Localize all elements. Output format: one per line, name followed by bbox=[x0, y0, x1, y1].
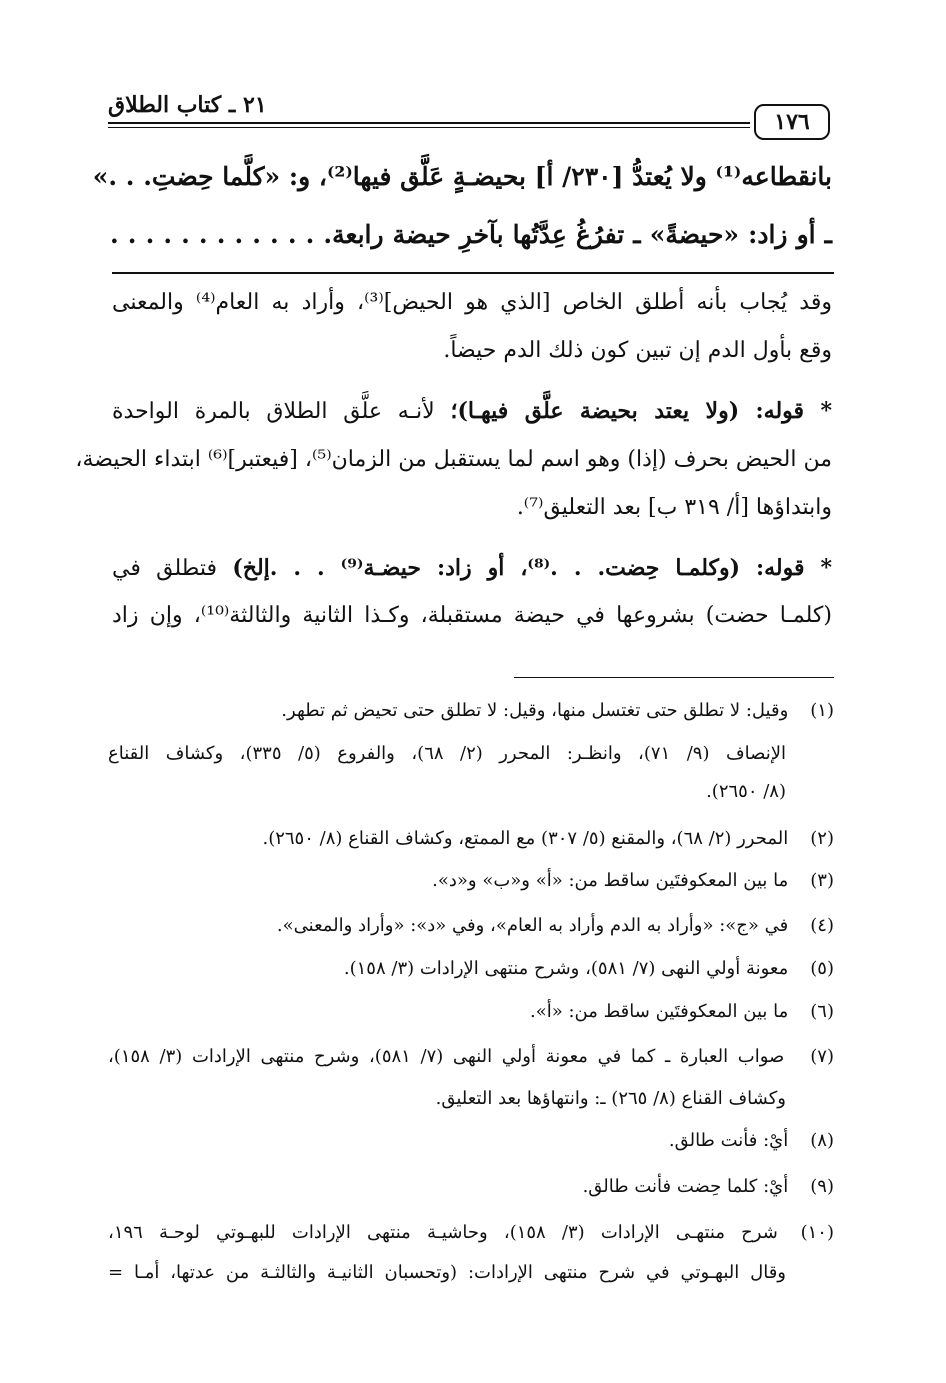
body-text: فتطلق في bbox=[112, 556, 218, 581]
footnote-separator bbox=[514, 677, 834, 678]
body-line: وابتداؤها [أ/ ٣١٩ ب] بعد التعليق⁽⁷⁾. bbox=[516, 495, 832, 520]
footnote-number: (٤) bbox=[810, 915, 834, 936]
footnote-1-cont: الإنصاف (٩/ ٧١)، وانظـر: المحرر (٢/ ٦٨)، والفروع (٥/ ٣٣٥)، وكشاف القناع bbox=[108, 743, 786, 764]
chapter-title: ٢١ ـ كتاب الطلاق bbox=[108, 92, 267, 118]
footnote-4 bbox=[108, 915, 834, 936]
body-line bbox=[112, 555, 832, 581]
qawluhu-lead: * قوله: (وكلمـا حِضت. . .⁽⁸⁾، أو زاد: حيضـة⁽⁹⁾ . . .إلخ) bbox=[232, 555, 832, 581]
footnote-number: (١) bbox=[810, 700, 834, 721]
footnote-number: (٦) bbox=[810, 1001, 834, 1022]
body-line: من الحيض بحرف (إذا) وهو اسم لما يستقبل من الزمان⁽⁵⁾، [فيعتبر]⁽⁶⁾ ابتداء الحيضة، bbox=[75, 447, 832, 472]
page-header bbox=[108, 92, 830, 135]
body-line: وقد يُجاب بأنه أطلق الخاص [الذي هو الحيض]⁽³⁾، وأراد به العام⁽⁴⁾ والمعنى bbox=[112, 290, 832, 315]
footnote-1 bbox=[108, 700, 834, 721]
matn-line-1: بانقطاعه⁽¹⁾ ولا يُعتدُّ [٢٣٠/ أ] بحيضـةٍ عَلَّق فيها⁽²⁾، و: «كلَّما حِضتِ. . .» bbox=[92, 162, 832, 191]
footnote-text: شرح منتهـى الإرادات (٣/ ١٥٨)، وحاشيـة منتهى الإرادات للبهـوتي لوحـة ١٩٦، bbox=[108, 1222, 778, 1243]
footnote-text: وقيل: لا تطلق حتى تغتسل منها، وقيل: لا تطلق حتى تحيض ثم تطهر. bbox=[281, 700, 789, 721]
footnote-3 bbox=[108, 870, 834, 891]
footnote-number: (١٠) bbox=[800, 1222, 834, 1243]
header-rule-thin bbox=[108, 127, 750, 128]
footnote-6 bbox=[108, 1001, 834, 1022]
footnote-8 bbox=[108, 1130, 834, 1151]
body-text: لأنـه علَّق الطلاق بالمرة الواحدة bbox=[112, 399, 435, 424]
footnote-text: المحرر (٢/ ٦٨)، والمقنع (٥/ ٣٠٧) مع الممتع، وكشاف القناع (٨/ ٢٦٥٠). bbox=[262, 828, 789, 849]
footnote-number: (٩) bbox=[810, 1176, 834, 1197]
footnote-7 bbox=[108, 1046, 834, 1067]
footnote-10 bbox=[108, 1222, 834, 1243]
footnote-text: ما بين المعكوفتَين ساقط من: «أ». bbox=[529, 1001, 789, 1022]
footnote-text: ما بين المعكوفتَين ساقط من: «أ» و«ب» و«د». bbox=[432, 870, 789, 891]
body-line: (كلمـا حضت) بشروعها في حيضة مستقبلة، وكـذا الثانية والثالثة⁽¹⁰⁾، وإن زاد bbox=[112, 603, 832, 628]
footnote-5 bbox=[108, 958, 834, 979]
footnote-number: (٣) bbox=[810, 870, 834, 891]
header-rule bbox=[108, 122, 750, 124]
footnote-text: أيْ: فأنت طالق. bbox=[668, 1130, 789, 1151]
qawluhu-lead: * قوله: (ولا يعتد بحيضة علَّق فيهـا)؛ bbox=[450, 398, 832, 424]
body-line bbox=[112, 398, 832, 424]
footnote-10-cont: وقال البهـوتي في شرح منتهى الإرادات: (وتحسبان الثانيـة والثالثـة من عدتها، أمـا = bbox=[108, 1262, 786, 1283]
footnote-number: (٢) bbox=[810, 828, 834, 849]
footnote-2 bbox=[108, 828, 834, 849]
body-line: وقع بأول الدم إن تبين كون ذلك الدم حيضاً. bbox=[443, 338, 832, 363]
page-number: ١٧٦ bbox=[754, 104, 830, 140]
footnote-text: صواب العبارة ـ كما في معونة أولي النهى (٧/ ٥٨١)، وشرح منتهى الإرادات (٣/ ١٥٨)، bbox=[108, 1046, 785, 1067]
footnote-number: (٥) bbox=[810, 958, 834, 979]
footnote-text: في «ج»: «وأراد به الدم وأراد به العام»، وفي «د»: «وأراد والمعنى». bbox=[276, 915, 789, 936]
footnote-number: (٧) bbox=[810, 1046, 834, 1067]
footnote-1-cont: (٨/ ٢٦٥٠). bbox=[706, 781, 786, 802]
footnote-7-cont: وكشاف القناع (٨/ ٢٦٥) ـ: وانتهاؤها بعد التعليق. bbox=[435, 1088, 786, 1109]
footnote-text: أيْ: كلما حِضت فأنت طالق. bbox=[582, 1176, 789, 1197]
matn-line-2: ـ أو زاد: «حيضةً» ـ تفرُغُ عِدَّتُها بآخرِ حيضة رابعة. . . . . . . . . . . . . bbox=[110, 220, 832, 249]
footnote-text: معونة أولي النهى (٧/ ٥٨١)، وشرح منتهى الإرادات (٣/ ١٥٨). bbox=[343, 958, 789, 979]
footnote-9 bbox=[108, 1176, 834, 1197]
footnote-number: (٨) bbox=[810, 1130, 834, 1151]
matn-separator bbox=[112, 272, 834, 274]
